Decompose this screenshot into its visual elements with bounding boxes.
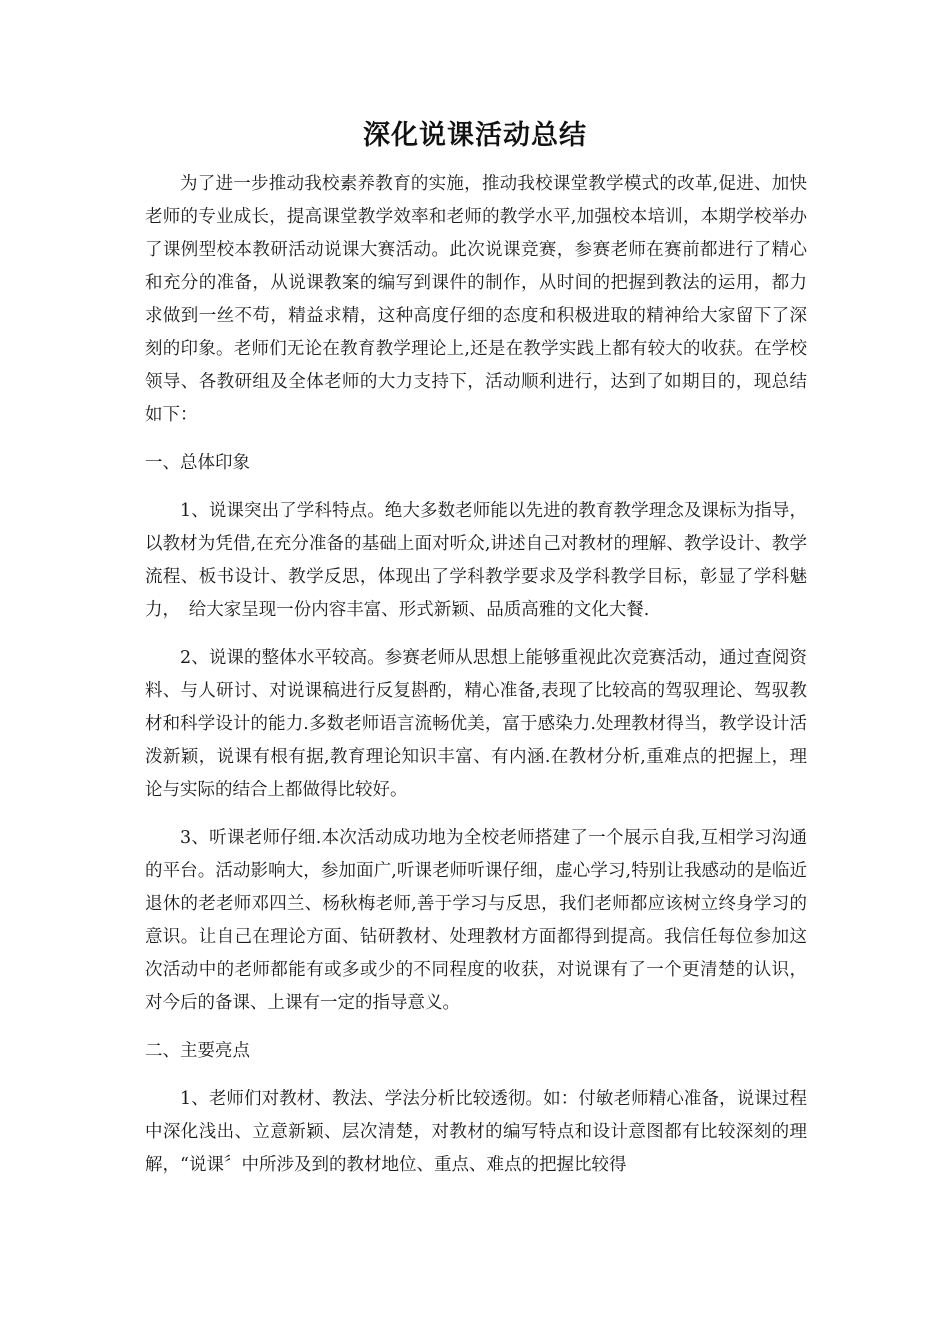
paragraph-impression-3: 3、听课老师仔细.本次活动成功地为全校老师搭建了一个展示自我,互相学习沟通的平台。活动影响大，参加面广,听课老师听课仔细，虚心学习,特别让我感动的是临近退休的老老师邓四兰、杨秋梅老师,善于学习与反思，我们老师都应该树立终身学习的意识。让自己在理论方面、钻研教材、处理教材方面都得到提高。我信任每位参加这次活动中的老师都能有或多或少的不同程度的收获，对说课有了一个更清楚的认识，对今后的备课、上课有一定的指导意义。 (145, 828, 807, 1013)
intro-paragraph: 为了进一步推动我校素养教育的实施，推动我校课堂教学模式的改革,促进、加快老师的专业成长，提高课堂教学效率和老师的教学水平,加强校本培训，本期学校举办了课例型校本教研活动说课大赛活动。此次说课竞赛，参赛老师在赛前都进行了精心和充分的准备，从说课教案的编写到课件的制作，从时间的把握到教法的运用，都力求做到一丝不苟，精益求精，这种高度仔细的态度和积极进取的精神给大家留下了深刻的印象。老师们无论在教育教学理论上,还是在教学实践上都有较大的收获。在学校领导、各教研组及全体老师的大力支持下，活动顺利进行，达到了如期目的，现总结如下： (145, 174, 807, 425)
paragraph-impression-1: 1、说课突出了学科特点。绝大多数老师能以先进的教育教学理念及课标为指导，以教材为凭借,在充分准备的基础上面对听众,讲述自己对教材的理解、教学设计、教学流程、板书设计、教学反思，体现出了学科教学要求及学科教学目标，彰显了学科魅力， 给大家呈现一份内容丰富、形式新颖、品质高雅的文化大餐. (145, 501, 807, 620)
paragraph-impression-2: 2、说课的整体水平较高。参赛老师从思想上能够重视此次竞赛活动，通过查阅资料、与人研讨、对说课稿进行反复斟酌，精心准备,表现了比较高的驾驭理论、驾驭教材和科学设计的能力.多数老师语言流畅优美，富于感染力.处理教材得当，教学设计活泼新颖，说课有根有据,教育理论知识丰富、有内涵.在教材分析,重难点的把握上，理论与实际的结合上都做得比较好。 (145, 648, 807, 800)
section-heading-highlights: 二、主要亮点 (145, 1041, 250, 1061)
paragraph-highlight-1: 1、老师们对教材、教法、学法分析比较透彻。如：付敏老师精心准备，说课过程中深化浅出、立意新颖、层次清楚，对教材的编写特点和设计意图都有比较深刻的理解，“说课〞中所涉及到的教材地位、重点、难点的把握比较得 (145, 1089, 807, 1175)
page-title: 深化说课活动总结 (363, 120, 587, 151)
document-body (145, 168, 807, 1182)
section-heading-overall-impression: 一、总体印象 (145, 453, 250, 473)
